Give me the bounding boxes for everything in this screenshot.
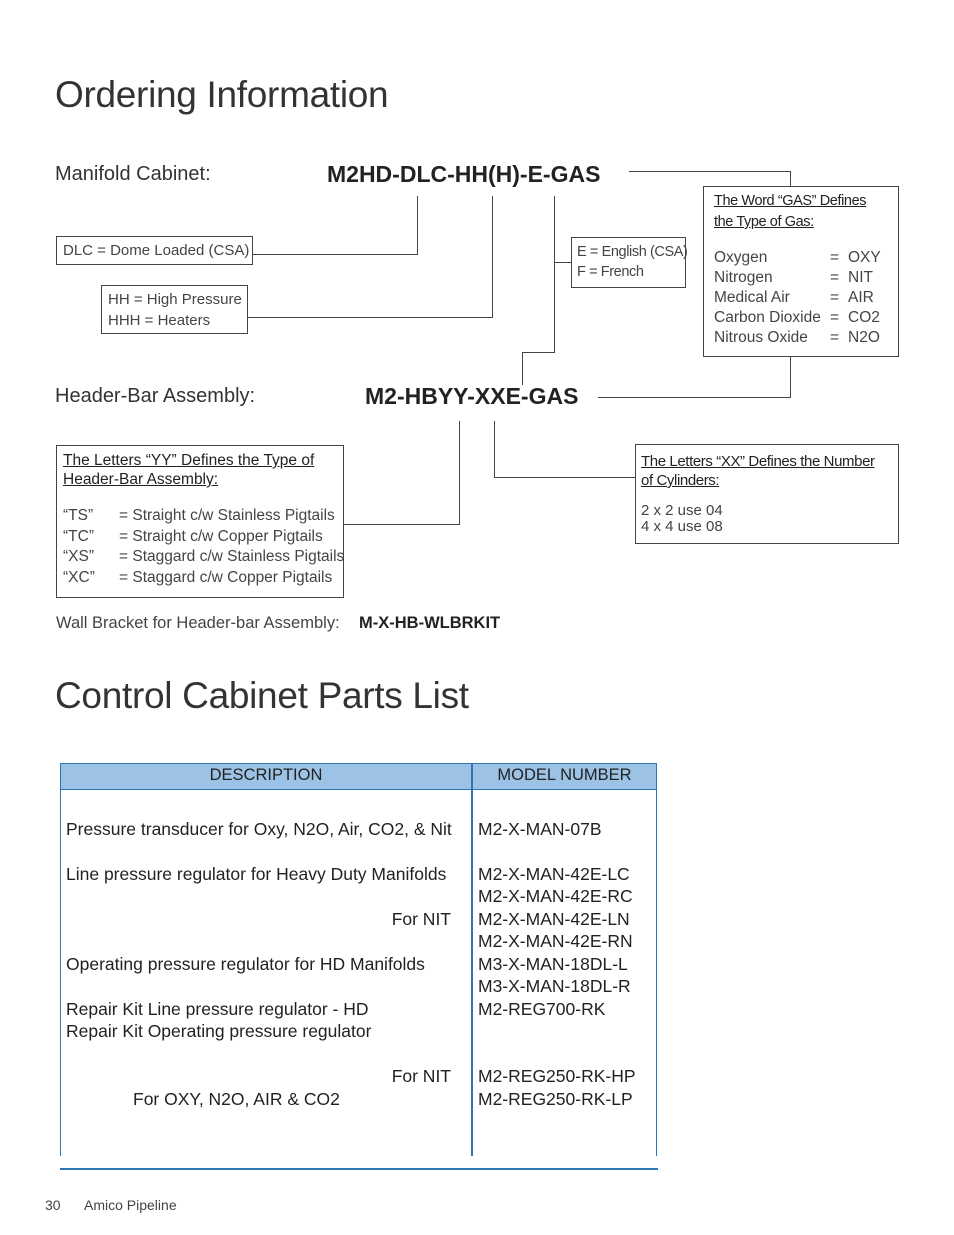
table-border-left: [60, 763, 61, 1156]
gas-eq: =: [830, 309, 840, 326]
hh-box: [101, 285, 248, 334]
hh-line: HH = High Pressure: [108, 291, 242, 308]
xx-box: [635, 444, 899, 544]
yy-box: [56, 445, 344, 598]
french-line: F = French: [577, 264, 644, 280]
connector-line: [494, 421, 495, 478]
xx-row: 4 x 4 use 08: [641, 518, 723, 535]
gas-eq: =: [830, 269, 840, 286]
parts-title: Control Cabinet Parts List: [55, 675, 469, 716]
desc-cell: Pressure transducer for Oxy, N2O, Air, CO2, & Nit: [66, 819, 452, 839]
dlc-box: [56, 236, 253, 265]
gas-row: [714, 328, 881, 348]
connector-line: [522, 352, 555, 353]
gas-code: OXY: [848, 249, 881, 266]
wall-bracket-label: Wall Bracket for Header-bar Assembly:: [56, 614, 340, 632]
yy-heading-line1: The Letters “YY” Defines the Type of: [63, 452, 315, 469]
model-cell: M2-X-MAN-07B: [478, 819, 602, 839]
desc-cell: For NIT: [391, 909, 451, 929]
connector-line: [417, 196, 418, 255]
gas-row: [714, 268, 881, 288]
desc-cell: For NIT: [391, 1066, 451, 1086]
connector-line: [494, 477, 635, 478]
header-bar-label: Header-Bar Assembly:: [55, 385, 256, 407]
col-description-header: DESCRIPTION: [209, 766, 323, 784]
connector-line: [554, 262, 571, 263]
gas-box: [703, 186, 899, 357]
header-bar-code: M2-HBYY-XXE-GAS: [365, 383, 579, 409]
ordering-title: Ordering Information: [55, 74, 389, 115]
gas-row: [714, 288, 881, 308]
manifold-code: M2HD-DLC-HH(H)-E-GAS: [327, 161, 601, 187]
connector-line: [248, 317, 493, 318]
gas-code: AIR: [848, 289, 874, 306]
gas-eq: =: [830, 289, 840, 306]
connector-line: [343, 524, 460, 525]
yy-row: [63, 506, 344, 527]
connector-line: [253, 254, 418, 255]
wall-bracket-code: M-X-HB-WLBRKIT: [359, 614, 501, 632]
yy-desc: = Staggard c/w Copper Pigtails: [119, 568, 333, 586]
model-cell: M2-X-MAN-42E-LC: [478, 864, 630, 884]
connector-line: [790, 171, 791, 187]
yy-row: [63, 568, 344, 589]
connector-line: [629, 171, 791, 172]
connector-line: [492, 196, 493, 318]
desc-cell: Repair Kit Line pressure regulator - HD: [66, 999, 369, 1019]
connector-line: [598, 397, 791, 398]
table-border-bottom: [60, 1168, 658, 1170]
gas-code: NIT: [848, 269, 873, 286]
gas-row: [714, 248, 881, 268]
language-box: [571, 237, 686, 288]
yy-heading-line2: Header-Bar Assembly:: [63, 471, 219, 488]
gas-name: Carbon Dioxide: [714, 309, 821, 326]
model-cell: M2-X-MAN-42E-RN: [478, 931, 633, 951]
model-cell: M3-X-MAN-18DL-L: [478, 954, 628, 974]
yy-row: [63, 547, 344, 568]
gas-heading-line2: the Type of Gas:: [714, 214, 814, 230]
table-border-mid: [471, 763, 473, 1156]
parts-table: [60, 763, 658, 1171]
gas-eq: =: [830, 329, 840, 346]
model-cell: M3-X-MAN-18DL-R: [478, 976, 631, 996]
dlc-text: DLC = Dome Loaded (CSA): [63, 242, 250, 259]
xx-heading-line2: of Cylinders:: [641, 472, 720, 489]
yy-code: “TS”: [63, 507, 94, 524]
gas-eq: =: [830, 249, 840, 266]
desc-cell: Repair Kit Operating pressure regulator: [66, 1021, 372, 1041]
yy-desc: = Straight c/w Stainless Pigtails: [119, 507, 335, 524]
page-number: 30: [45, 1197, 61, 1213]
gas-list: [714, 248, 881, 348]
desc-cell: Line pressure regulator for Heavy Duty Manifolds: [66, 864, 447, 884]
table-border-right: [656, 763, 657, 1156]
english-line: E = English (CSA): [577, 244, 688, 260]
gas-row: [714, 308, 881, 328]
yy-row: [63, 527, 344, 548]
model-cell: M2-X-MAN-42E-LN: [478, 909, 630, 929]
manifold-cabinet-label: Manifold Cabinet:: [55, 163, 211, 185]
yy-desc: = Staggard c/w Stainless Pigtails: [119, 548, 345, 565]
yy-code: “XC”: [63, 568, 95, 586]
yy-list: [63, 506, 344, 588]
col-model-header: MODEL NUMBER: [497, 766, 632, 784]
gas-code: N2O: [848, 329, 880, 346]
desc-cell: Operating pressure regulator for HD Manifolds: [66, 954, 425, 974]
gas-code: CO2: [848, 309, 880, 326]
model-cell: M2-X-MAN-42E-RC: [478, 886, 633, 906]
yy-code: “XS”: [63, 548, 94, 565]
hhh-line: HHH = Heaters: [108, 312, 211, 329]
model-cell: M2-REG700-RK: [478, 999, 606, 1019]
yy-code: “TC”: [63, 527, 94, 545]
connector-line: [554, 196, 555, 353]
gas-name: Oxygen: [714, 249, 768, 266]
connector-line: [459, 421, 460, 525]
connector-line: [522, 352, 523, 385]
desc-cell: For OXY, N2O, AIR & CO2: [133, 1089, 340, 1109]
gas-name: Nitrous Oxide: [714, 329, 808, 346]
gas-name: Medical Air: [714, 289, 790, 306]
publisher-name: Amico Pipeline: [84, 1197, 177, 1213]
xx-row: 2 x 2 use 04: [641, 502, 723, 519]
connector-line: [790, 357, 791, 398]
gas-name: Nitrogen: [714, 269, 773, 286]
yy-desc: = Straight c/w Copper Pigtails: [119, 527, 323, 545]
model-cell: M2-REG250-RK-LP: [478, 1089, 633, 1109]
gas-heading-line1: The Word “GAS” Defines: [714, 193, 867, 209]
model-cell: M2-REG250-RK-HP: [478, 1066, 636, 1086]
xx-heading-line1: The Letters “XX” Defines the Number: [641, 453, 875, 470]
